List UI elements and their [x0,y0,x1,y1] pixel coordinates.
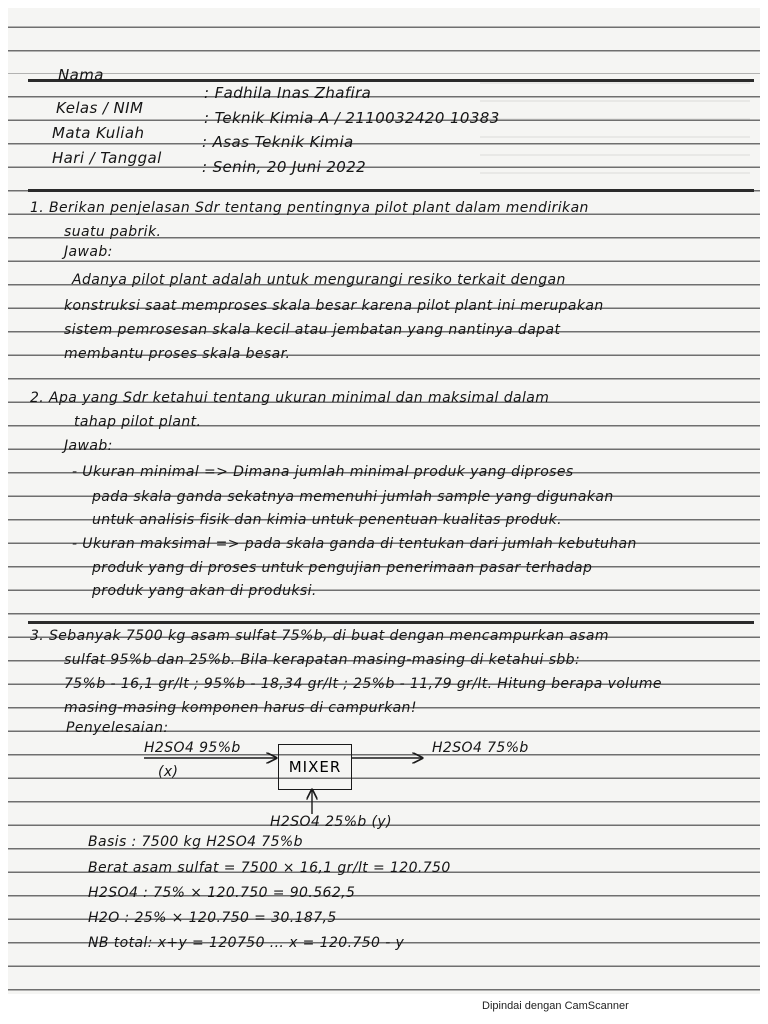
q2-answer-line: produk yang akan di produksi. [92,583,317,599]
q3-question-cont: 75%b - 16,1 gr/lt ; 95%b - 18,34 gr/lt ; 25%b - 11,79 gr/lt. Hitung berapa volume [64,676,662,692]
q1-answer-line: konstruksi saat memproses skala besar karena pilot plant ini merupakan [64,298,604,314]
calc-line: H2O : 25% × 120.750 = 30.187,5 [88,910,337,926]
calc-line: Berat asam sulfat = 7500 × 16,1 gr/lt = 120.750 [88,860,451,876]
nama-label: Nama [58,66,104,84]
scanner-watermark: Dipindai dengan CamScanner [482,1000,629,1012]
input-x-label: H2SO4 95%b [144,740,241,756]
hari-value: : Senin, 20 Juni 2022 [202,158,367,176]
nama-value: : Fadhila Inas Zhafira [204,84,372,102]
calc-line: H2SO4 : 75% × 120.750 = 90.562,5 [88,885,356,901]
input-x-variable: (x) [158,764,179,780]
q1-jawab-label: Jawab: [64,244,113,260]
q2-question-cont: tahap pilot plant. [74,414,202,430]
calc-line: Basis : 7500 kg H2SO4 75%b [88,834,303,850]
matkul-value: : Asas Teknik Kimia [202,133,354,151]
q1-answer-line: Adanya pilot plant adalah untuk mengurangi resiko terkait dengan [72,272,566,288]
q1-question-cont: suatu pabrik. [64,224,162,240]
notebook-page [8,8,760,994]
q2-answer-line: - Ukuran minimal => Dimana jumlah minimal produk yang diproses [72,464,574,480]
mixer-box [278,744,352,790]
input-y-label: H2SO4 25%b (y) [270,814,392,830]
kelas-label: Kelas / NIM [56,99,144,117]
q1-answer-line: sistem pemrosesan skala kecil atau jembatan yang nantinya dapat [64,322,561,338]
q2-answer-line: pada skala ganda sekatnya memenuhi jumlah sample yang digunakan [92,489,614,505]
matkul-label: Mata Kuliah [52,124,145,142]
q3-question: 3. Sebanyak 7500 kg asam sulfat 75%b, di buat dengan mencampurkan asam [30,628,609,644]
hari-label: Hari / Tanggal [52,149,162,167]
q3-question-cont: sulfat 95%b dan 25%b. Bila kerapatan masing-masing di ketahui sbb: [64,652,581,668]
q2-answer-line: untuk analisis fisik dan kimia untuk penentuan kualitas produk. [92,512,562,528]
q2-answer-line: - Ukuran maksimal => pada skala ganda di tentukan dari jumlah kebutuhan [72,536,637,552]
q3-penyelesaian-label: Penyelesaian: [66,720,169,736]
calc-line: NB total: x+y = 120750 ... x = 120.750 - y [88,935,405,951]
q3-question-cont: masing-masing komponen harus di campurkan! [64,700,417,716]
kelas-value: : Teknik Kimia A / 2110032420 10383 [204,109,500,127]
output-label: H2SO4 75%b [432,740,529,756]
mixer-label: MIXER [288,758,342,776]
q2-answer-line: produk yang di proses untuk pengujian penerimaan pasar terhadap [92,560,593,576]
q2-question: 2. Apa yang Sdr ketahui tentang ukuran minimal dan maksimal dalam [30,390,550,406]
q2-jawab-label: Jawab: [64,438,113,454]
q1-answer-line: membantu proses skala besar. [64,346,291,362]
q1-question: 1. Berikan penjelasan Sdr tentang pentingnya pilot plant dalam mendirikan [30,200,589,216]
